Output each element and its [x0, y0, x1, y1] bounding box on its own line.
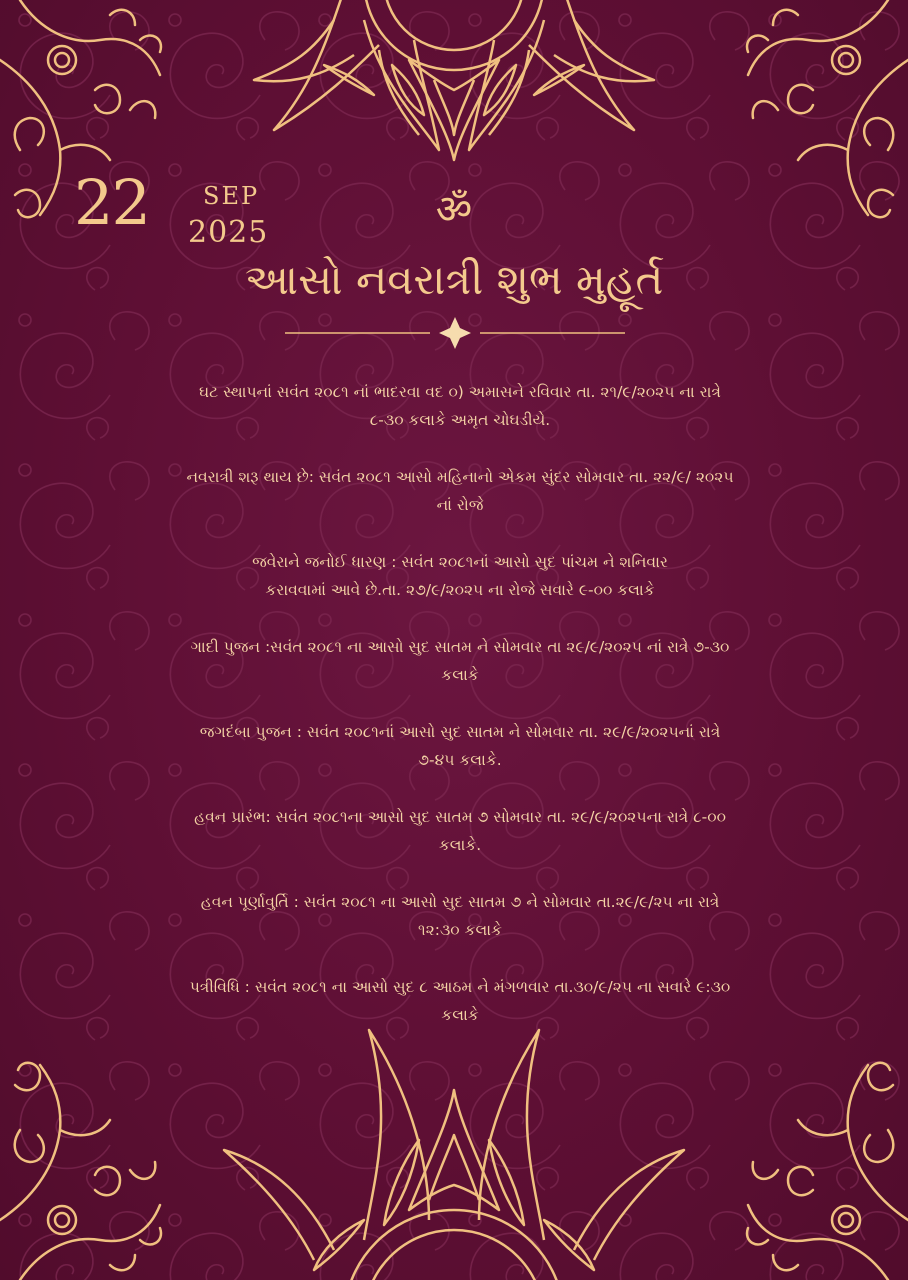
title-divider [280, 315, 630, 351]
sparkle-icon [439, 317, 471, 349]
date-year: 2025 [188, 215, 269, 250]
muhurat-item: હવન પૂર્ણાવુર્તિ : સવંત ૨૦૮૧ ના આસો સુદ સાતમ ૭ ને સોમવાર તા.૨૯/૯/૨૫ ના રાત્રે ૧૨:૩૦ કલાકે [200, 893, 720, 939]
bottom-mandala-ornament [214, 1020, 694, 1280]
muhurat-item: ગાદી પુજન :સવંત ૨૦૮૧ ના આસો સુદ સાતમ ને સોમવાર તા ૨૯/૯/૨૦૨૫ નાં રાત્રે ૭-૩૦ કલાકે [190, 638, 730, 684]
top-mandala-ornament [214, 0, 694, 170]
muhurat-list [110, 378, 810, 1058]
muhurat-item: નવરાત્રી શરૂ થાય છે: સવંત ૨૦૮૧ આસો મહિનાનો એકમ સુંદર સોમવાર તા. ૨૨/૯/ ૨૦૨૫ નાં રોજે [186, 468, 734, 514]
floral-corner-bottom-right [738, 1050, 908, 1280]
page-title: આસો નવરાત્રી શુભ મુહૂર્ત [244, 255, 664, 304]
muhurat-item: જગદંબા પુજન : સવંત ૨૦૮૧નાં આસો સુદ સાતમ ને સોમવાર તા. ૨૯/૯/૨૦૨૫નાં રાત્રે ૭-૪૫ કલાકે. [199, 723, 721, 769]
muhurat-item: જવેરાને જનોઈ ધારણ : સવંત ૨૦૮૧નાં આસો સુદ પાંચમ ને શનિવાર કરાવવામાં આવે છે.તા. ૨૭/૯/૨૦૨૫ ના રોજે સવારે ૯-૦૦ કલાકે [252, 553, 668, 599]
date-month: SEP [203, 182, 260, 210]
muhurat-item: પત્રીવિધિ : સવંત ૨૦૮૧ ના આસો સુદ ૮ આઠમ ને મંગળવાર તા.૩૦/૯/૨૫ ના સવારે ૯:૩૦ કલાકે [189, 978, 731, 1024]
muhurat-item: ઘટ સ્થાપનાં સવંત ૨૦૮૧ નાં ભાદરવા વદ ૦) અમાસને રવિવાર તા. ૨૧/૯/૨૦૨૫ ના રાત્રે ૮-૩૦ કલાકે અમૃત ચોઘડીયે. [199, 383, 721, 429]
om-symbol-icon: ॐ [435, 187, 473, 233]
floral-corner-top-right [738, 0, 908, 230]
muhurat-item: હવન પ્રારંભ: સવંત ૨૦૮૧ના આસો સુદ સાતમ ૭ સોમવાર તા. ૨૯/૯/૨૦૨૫ના રાત્રે ૮-૦૦ કલાકે. [194, 808, 726, 854]
floral-corner-bottom-left [0, 1050, 170, 1280]
date-day: 22 [74, 166, 149, 239]
